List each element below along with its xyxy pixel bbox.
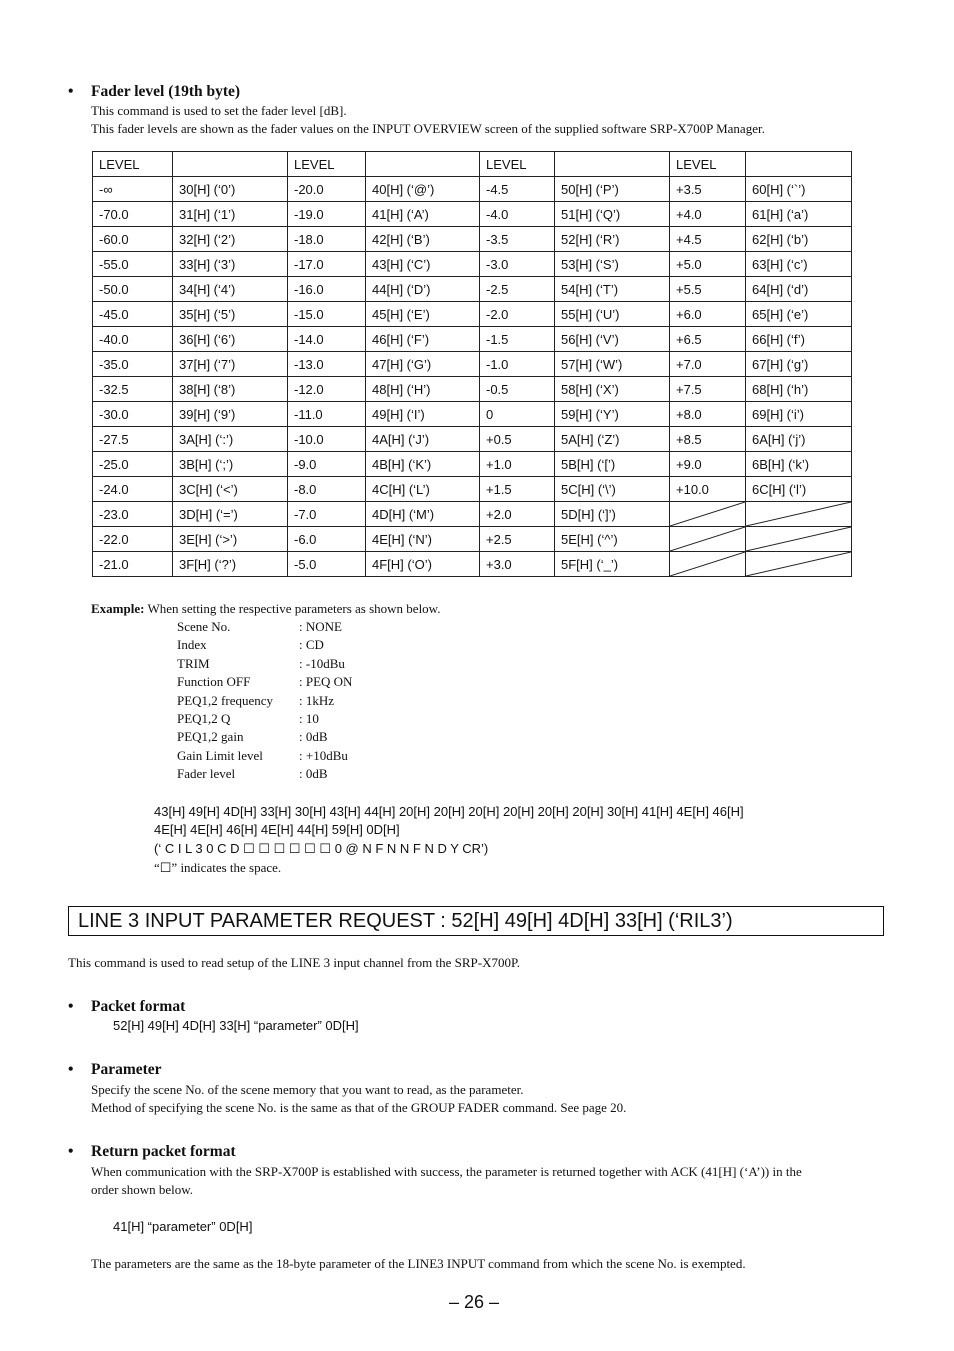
example-param-key: Scene No.: [177, 619, 231, 634]
example-param-value: : NONE: [299, 619, 342, 634]
level-cell: +8.0: [670, 402, 746, 427]
example-param-value: : PEQ ON: [299, 674, 353, 690]
code-cell: 38[H] (‘8’): [173, 377, 288, 402]
level-cell: -8.0: [288, 477, 366, 502]
return-packet-line-2: order shown below.: [91, 1182, 194, 1197]
space-note: “☐” indicates the space.: [154, 860, 282, 875]
example-param-value: : -10dBu: [299, 655, 345, 671]
example-param-row: [177, 729, 328, 745]
level-cell: +8.5: [670, 427, 746, 452]
level-cell: -23.0: [93, 502, 173, 527]
parameter-line-2: Method of specifying the scene No. is the same as that of the GROUP FADER command. See page 20.: [91, 1100, 627, 1115]
level-cell: +4.0: [670, 202, 746, 227]
code-cell: 45[H] (‘E’): [366, 302, 480, 327]
code-cell: 6C[H] (‘l’): [746, 477, 852, 502]
code-cell: 50[H] (‘P’): [555, 177, 670, 202]
example-param-value: : 0dB: [299, 766, 328, 782]
bullet-icon: •: [68, 998, 74, 1015]
table-row: [93, 427, 852, 452]
diagonal-line-icon: [670, 552, 745, 576]
table-row: [93, 502, 852, 527]
fader-header-cell: [746, 152, 852, 177]
diagonal-line-icon: [670, 527, 745, 551]
code-cell: 57[H] (‘W’): [555, 352, 670, 377]
table-row: [93, 452, 852, 477]
fader-header-cell: [173, 152, 288, 177]
level-cell: -45.0: [93, 302, 173, 327]
level-cell: -50.0: [93, 277, 173, 302]
level-cell: -55.0: [93, 252, 173, 277]
parameter-line-1: Specify the scene No. of the scene memory that you want to read, as the parameter.: [91, 1082, 524, 1097]
return-packet-format: 41[H] “parameter” 0D[H]: [113, 1219, 253, 1234]
level-cell: -1.5: [480, 327, 555, 352]
table-row: [93, 177, 852, 202]
code-cell: 3D[H] (‘=’): [173, 502, 288, 527]
level-cell: +1.5: [480, 477, 555, 502]
level-cell: -3.0: [480, 252, 555, 277]
table-row: [93, 327, 852, 352]
code-cell: 3E[H] (‘>’): [173, 527, 288, 552]
level-cell: -60.0: [93, 227, 173, 252]
example-intro: [91, 601, 440, 617]
packet-format-value: 52[H] 49[H] 4D[H] 33[H] “parameter” 0D[H]: [113, 1018, 359, 1033]
level-cell: -40.0: [93, 327, 173, 352]
code-cell: 4A[H] (‘J’): [366, 427, 480, 452]
code-cell: 49[H] (‘I’): [366, 402, 480, 427]
fader-header-cell: [366, 152, 480, 177]
table-row: [93, 252, 852, 277]
level-cell: -∞: [93, 177, 173, 202]
level-cell: -19.0: [288, 202, 366, 227]
example-param-row: [177, 693, 334, 709]
level-cell: -9.0: [288, 452, 366, 477]
fader-table-header: [93, 152, 852, 177]
code-cell: 40[H] (‘@’): [366, 177, 480, 202]
return-packet-line-1: When communication with the SRP-X700P is established with success, the parameter is returned together with ACK (41[H] (‘A’)) in the: [91, 1164, 802, 1179]
empty-cell-diagonal: [670, 502, 746, 527]
level-cell: -12.0: [288, 377, 366, 402]
level-cell: +7.5: [670, 377, 746, 402]
level-cell: -6.0: [288, 527, 366, 552]
table-row: [93, 277, 852, 302]
example-hex-line-1: 43[H] 49[H] 4D[H] 33[H] 30[H] 43[H] 44[H] 20[H] 20[H] 20[H] 20[H] 20[H] 20[H] 30[H] 41[H] 4E[H] 46[H]: [154, 804, 744, 819]
level-cell: +0.5: [480, 427, 555, 452]
code-cell: 4F[H] (‘O’): [366, 552, 480, 577]
code-cell: 3F[H] (‘?’): [173, 552, 288, 577]
level-cell: -13.0: [288, 352, 366, 377]
empty-cell-diagonal: [746, 527, 852, 552]
fader-header-cell: LEVEL: [288, 152, 366, 177]
level-cell: +5.5: [670, 277, 746, 302]
table-row: [93, 227, 852, 252]
parameter-heading: • Parameter: [68, 1061, 162, 1078]
example-intro-text: When setting the respective parameters as shown below.: [147, 601, 441, 616]
diagonal-line-icon: [746, 502, 851, 526]
code-cell: 30[H] (‘0’): [173, 177, 288, 202]
code-cell: 60[H] (‘`’): [746, 177, 852, 202]
code-cell: 6A[H] (‘j’): [746, 427, 852, 452]
level-cell: -16.0: [288, 277, 366, 302]
code-cell: 48[H] (‘H’): [366, 377, 480, 402]
fader-header-cell: LEVEL: [93, 152, 173, 177]
level-cell: -4.5: [480, 177, 555, 202]
example-label: Example:: [91, 601, 145, 616]
code-cell: 32[H] (‘2’): [173, 227, 288, 252]
code-cell: 43[H] (‘C’): [366, 252, 480, 277]
level-cell: +7.0: [670, 352, 746, 377]
fader-header-cell: [555, 152, 670, 177]
level-cell: -5.0: [288, 552, 366, 577]
level-cell: -22.0: [93, 527, 173, 552]
level-cell: -2.5: [480, 277, 555, 302]
return-packet-note: The parameters are the same as the 18-byte parameter of the LINE3 INPUT command from which the scene No. is exempted.: [91, 1256, 746, 1271]
fader-header-cell: LEVEL: [670, 152, 746, 177]
example-param-row: [177, 674, 352, 690]
example-param-key: PEQ1,2 frequency: [177, 692, 274, 708]
diagonal-line-icon: [746, 552, 851, 576]
fader-level-table: [92, 151, 852, 577]
code-cell: 62[H] (‘b’): [746, 227, 852, 252]
level-cell: +6.5: [670, 327, 746, 352]
level-cell: -7.0: [288, 502, 366, 527]
code-cell: 5D[H] (‘]’): [555, 502, 670, 527]
example-param-row: [177, 711, 319, 727]
level-cell: -11.0: [288, 402, 366, 427]
code-cell: 51[H] (‘Q’): [555, 202, 670, 227]
example-param-key: Fader level: [177, 766, 236, 782]
level-cell: -27.5: [93, 427, 173, 452]
code-cell: 67[H] (‘g’): [746, 352, 852, 377]
code-cell: 4D[H] (‘M’): [366, 502, 480, 527]
example-param-key: PEQ1,2 Q: [177, 711, 231, 726]
code-cell: 4B[H] (‘K’): [366, 452, 480, 477]
example-param-row: [177, 637, 324, 653]
bullet-icon: •: [68, 1061, 74, 1078]
example-param-row: [177, 748, 348, 764]
level-cell: +2.0: [480, 502, 555, 527]
code-cell: 36[H] (‘6’): [173, 327, 288, 352]
level-cell: -14.0: [288, 327, 366, 352]
level-cell: +2.5: [480, 527, 555, 552]
empty-cell-diagonal: [746, 502, 852, 527]
code-cell: 39[H] (‘9’): [173, 402, 288, 427]
code-cell: 37[H] (‘7’): [173, 352, 288, 377]
example-param-value: : CD: [299, 637, 324, 653]
code-cell: 58[H] (‘X’): [555, 377, 670, 402]
code-cell: 47[H] (‘G’): [366, 352, 480, 377]
code-cell: 5B[H] (‘[’): [555, 452, 670, 477]
level-cell: -4.0: [480, 202, 555, 227]
table-row: [93, 477, 852, 502]
return-packet-heading: • Return packet format: [68, 1143, 236, 1160]
table-row: [93, 377, 852, 402]
example-param-value: : 1kHz: [299, 692, 335, 708]
level-cell: -17.0: [288, 252, 366, 277]
level-cell: -24.0: [93, 477, 173, 502]
level-cell: -30.0: [93, 402, 173, 427]
code-cell: 3A[H] (‘:’): [173, 427, 288, 452]
example-param-row: [177, 656, 345, 672]
level-cell: +10.0: [670, 477, 746, 502]
code-cell: 3C[H] (‘<’): [173, 477, 288, 502]
code-cell: 59[H] (‘Y’): [555, 402, 670, 427]
level-cell: +5.0: [670, 252, 746, 277]
code-cell: 6B[H] (‘k’): [746, 452, 852, 477]
fader-desc-2: This fader levels are shown as the fader values on the INPUT OVERVIEW screen of the supplied software SRP-X700P Manager.: [91, 121, 765, 136]
code-cell: 35[H] (‘5’): [173, 302, 288, 327]
empty-cell-diagonal: [746, 552, 852, 577]
code-cell: 5E[H] (‘^’): [555, 527, 670, 552]
fader-level-heading: • Fader level (19th byte): [68, 83, 241, 100]
code-cell: 5F[H] (‘_’): [555, 552, 670, 577]
code-cell: 63[H] (‘c’): [746, 252, 852, 277]
level-cell: -2.0: [480, 302, 555, 327]
table-row: [93, 552, 852, 577]
table-row: [93, 527, 852, 552]
level-cell: 0: [480, 402, 555, 427]
section-intro: This command is used to read setup of the LINE 3 input channel from the SRP-X700P.: [68, 955, 521, 970]
example-param-key: Index: [177, 637, 207, 653]
level-cell: -70.0: [93, 202, 173, 227]
level-cell: -1.0: [480, 352, 555, 377]
level-cell: -35.0: [93, 352, 173, 377]
example-param-key: Function OFF: [177, 674, 251, 690]
level-cell: +6.0: [670, 302, 746, 327]
code-cell: 65[H] (‘e’): [746, 302, 852, 327]
code-cell: 44[H] (‘D’): [366, 277, 480, 302]
level-cell: +9.0: [670, 452, 746, 477]
level-cell: -32.5: [93, 377, 173, 402]
bullet-icon: •: [68, 83, 74, 100]
packet-format-heading: • Packet format: [68, 998, 186, 1015]
level-cell: -21.0: [93, 552, 173, 577]
level-cell: -15.0: [288, 302, 366, 327]
example-param-value: : 10: [299, 711, 319, 726]
code-cell: 64[H] (‘d’): [746, 277, 852, 302]
example-param-value: : +10dBu: [299, 747, 348, 763]
empty-cell-diagonal: [670, 527, 746, 552]
code-cell: 52[H] (‘R’): [555, 227, 670, 252]
code-cell: 55[H] (‘U’): [555, 302, 670, 327]
level-cell: -25.0: [93, 452, 173, 477]
level-cell: -0.5: [480, 377, 555, 402]
example-hex-line-2: 4E[H] 4E[H] 46[H] 4E[H] 44[H] 59[H] 0D[H]: [154, 822, 400, 837]
example-param-key: Gain Limit level: [177, 747, 263, 763]
empty-cell-diagonal: [670, 552, 746, 577]
section-title: LINE 3 INPUT PARAMETER REQUEST : 52[H] 49[H] 4D[H] 33[H] (‘RIL3’): [78, 910, 733, 932]
level-cell: -3.5: [480, 227, 555, 252]
section-title-box: [68, 906, 884, 936]
code-cell: 33[H] (‘3’): [173, 252, 288, 277]
table-row: [93, 202, 852, 227]
code-cell: 56[H] (‘V’): [555, 327, 670, 352]
code-cell: 5A[H] (‘Z’): [555, 427, 670, 452]
level-cell: +3.0: [480, 552, 555, 577]
level-cell: -18.0: [288, 227, 366, 252]
bullet-icon: •: [68, 1143, 74, 1160]
code-cell: 54[H] (‘T’): [555, 277, 670, 302]
table-row: [93, 302, 852, 327]
fader-header-cell: LEVEL: [480, 152, 555, 177]
example-param-row: [177, 766, 328, 782]
diagonal-line-icon: [746, 527, 851, 551]
code-cell: 4C[H] (‘L’): [366, 477, 480, 502]
code-cell: 46[H] (‘F’): [366, 327, 480, 352]
code-cell: 41[H] (‘A’): [366, 202, 480, 227]
example-param-value: : 0dB: [299, 729, 328, 745]
table-row: [93, 402, 852, 427]
code-cell: 42[H] (‘B’): [366, 227, 480, 252]
code-cell: 31[H] (‘1’): [173, 202, 288, 227]
level-cell: -10.0: [288, 427, 366, 452]
fader-desc-1: This command is used to set the fader level [dB].: [91, 103, 347, 118]
code-cell: 53[H] (‘S’): [555, 252, 670, 277]
code-cell: 66[H] (‘f’): [746, 327, 852, 352]
code-cell: 5C[H] (‘\’): [555, 477, 670, 502]
table-row: [93, 352, 852, 377]
code-cell: 69[H] (‘i’): [746, 402, 852, 427]
example-ascii-line: (‘ C I L 3 0 C D ☐ ☐ ☐ ☐ ☐ ☐ 0 @ N F N N F N D Y CR’): [154, 841, 489, 856]
example-param-row: [177, 619, 342, 635]
level-cell: +1.0: [480, 452, 555, 477]
example-param-key: TRIM: [177, 655, 210, 671]
code-cell: 34[H] (‘4’): [173, 277, 288, 302]
diagonal-line-icon: [670, 502, 745, 526]
level-cell: +3.5: [670, 177, 746, 202]
level-cell: +4.5: [670, 227, 746, 252]
code-cell: 68[H] (‘h’): [746, 377, 852, 402]
page-number: – 26 –: [449, 1292, 500, 1312]
level-cell: -20.0: [288, 177, 366, 202]
example-param-key: PEQ1,2 gain: [177, 729, 244, 745]
code-cell: 3B[H] (‘;’): [173, 452, 288, 477]
code-cell: 61[H] (‘a’): [746, 202, 852, 227]
code-cell: 4E[H] (‘N’): [366, 527, 480, 552]
